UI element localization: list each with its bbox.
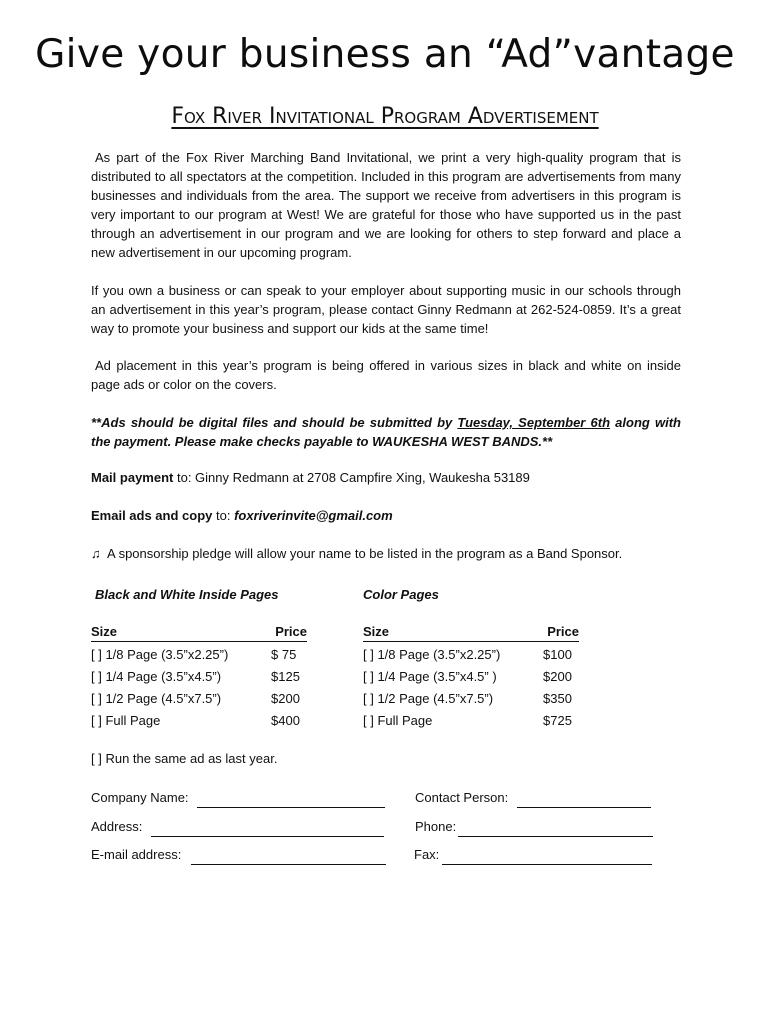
address-label: Address:: [91, 819, 143, 834]
deadline-date: Tuesday, September 6th: [457, 415, 611, 430]
headline: Give your business an “Ad”vantage: [35, 32, 735, 77]
bw-price-list: [91, 645, 311, 733]
color-size-header: Size: [363, 624, 390, 639]
deadline-notice: [91, 413, 681, 451]
color-price-list: [363, 645, 583, 733]
color-row-quarter[interactable]: [363, 667, 583, 689]
bw-option[interactable]: [ ] 1/8 Page (3.5”x2.25”): [91, 647, 229, 662]
address-field: [91, 819, 386, 837]
mail-payment-text: to: Ginny Redmann at 2708 Campfire Xing, Waukesha 53189: [173, 470, 530, 485]
color-row-half[interactable]: [363, 689, 583, 711]
color-row-eighth[interactable]: [363, 645, 583, 667]
mail-payment-line: [91, 470, 530, 485]
phone-field: [415, 819, 655, 837]
phone-label: Phone:: [415, 819, 457, 834]
bw-row-quarter[interactable]: [91, 667, 311, 689]
color-price: $200: [543, 669, 572, 684]
color-price-header: Price: [547, 624, 579, 639]
sponsorship-line: [91, 546, 622, 561]
address-input[interactable]: [151, 819, 384, 837]
email-ads-label: Email ads and copy: [91, 508, 213, 523]
email-ads-to: to:: [212, 508, 235, 523]
bw-row-eighth[interactable]: [91, 645, 311, 667]
bw-row-full[interactable]: [91, 711, 311, 733]
bw-price: $200: [271, 691, 300, 706]
email-address-field: [91, 847, 388, 865]
color-row-full[interactable]: [363, 711, 583, 733]
bw-price: $ 75: [271, 647, 297, 662]
contact-person-input[interactable]: [517, 790, 651, 808]
color-option[interactable]: [ ] 1/2 Page (4.5”x7.5”): [363, 691, 494, 706]
bw-price: $125: [271, 669, 300, 684]
bw-pages-title: Black and White Inside Pages: [95, 587, 279, 602]
color-option[interactable]: [ ] Full Page: [363, 713, 433, 728]
phone-input[interactable]: [458, 819, 653, 837]
contact-person-label: Contact Person:: [415, 790, 509, 805]
color-option[interactable]: [ ] 1/4 Page (3.5”x4.5” ): [363, 669, 497, 684]
intro-paragraph: As part of the Fox River Marching Band Invitational, we print a very high-quality program that is distributed to all spectators at the competition. Included in this program are advertisements from many businesses and individuals from the area. The support we receive from advertisers in this program is very important to our program at West! We are grateful for those who have supported us in the past through an advertisement in our program and we are looking for others to step forward and place a new advertisement in our upcoming program.: [91, 150, 681, 260]
mail-payment-label: Mail payment: [91, 470, 174, 485]
bw-price-header: Price: [275, 624, 307, 639]
color-price: $725: [543, 713, 572, 728]
bw-option[interactable]: [ ] 1/2 Page (4.5”x7.5”): [91, 691, 222, 706]
deadline-text-after: along with the payment. Please make checks payable to WAUKESHA WEST BANDS.**: [91, 415, 681, 449]
color-price: $100: [543, 647, 572, 662]
email-address-input[interactable]: [191, 847, 386, 865]
email-address-link[interactable]: foxriverinvite@gmail.com: [234, 508, 393, 523]
bw-table-header: [91, 624, 307, 642]
color-pages-title: Color Pages: [363, 587, 439, 602]
color-option[interactable]: [ ] 1/8 Page (3.5”x2.25”): [363, 647, 501, 662]
contact-person-field: [415, 790, 655, 808]
bw-size-header: Size: [91, 624, 118, 639]
placement-paragraph: Ad placement in this year’s program is being offered in various sizes in black and white on inside page ads or color on the covers.: [91, 358, 681, 392]
company-name-input[interactable]: [197, 790, 385, 808]
bw-price: $400: [271, 713, 300, 728]
music-note-icon: ♫: [91, 546, 101, 561]
bw-option[interactable]: [ ] 1/4 Page (3.5”x4.5”): [91, 669, 222, 684]
rerun-option[interactable]: [ ] Run the same ad as last year.: [91, 751, 278, 766]
fax-input[interactable]: [442, 847, 652, 865]
sponsorship-text: A sponsorship pledge will allow your name to be listed in the program as a Band Sponsor.: [107, 546, 623, 561]
fax-field: [414, 847, 654, 865]
email-address-label: E-mail address:: [91, 847, 182, 862]
company-name-field: [91, 790, 386, 808]
email-ads-line: [91, 508, 393, 523]
bw-row-half[interactable]: [91, 689, 311, 711]
fax-label: Fax:: [414, 847, 440, 862]
deadline-text-before: **Ads should be digital files and should be submitted by: [91, 415, 458, 430]
contact-paragraph: If you own a business or can speak to your employer about supporting music in our schools through an advertisement in this year’s program, please contact Ginny Redmann at 262-524-0859. It’s a great way to promote your business and support our kids at the same time!: [91, 283, 681, 336]
subtitle: Fox River Invitational Program Advertisement: [171, 104, 599, 129]
bw-option[interactable]: [ ] Full Page: [91, 713, 161, 728]
color-table-header: [363, 624, 579, 642]
company-name-label: Company Name:: [91, 790, 189, 805]
color-price: $350: [543, 691, 572, 706]
